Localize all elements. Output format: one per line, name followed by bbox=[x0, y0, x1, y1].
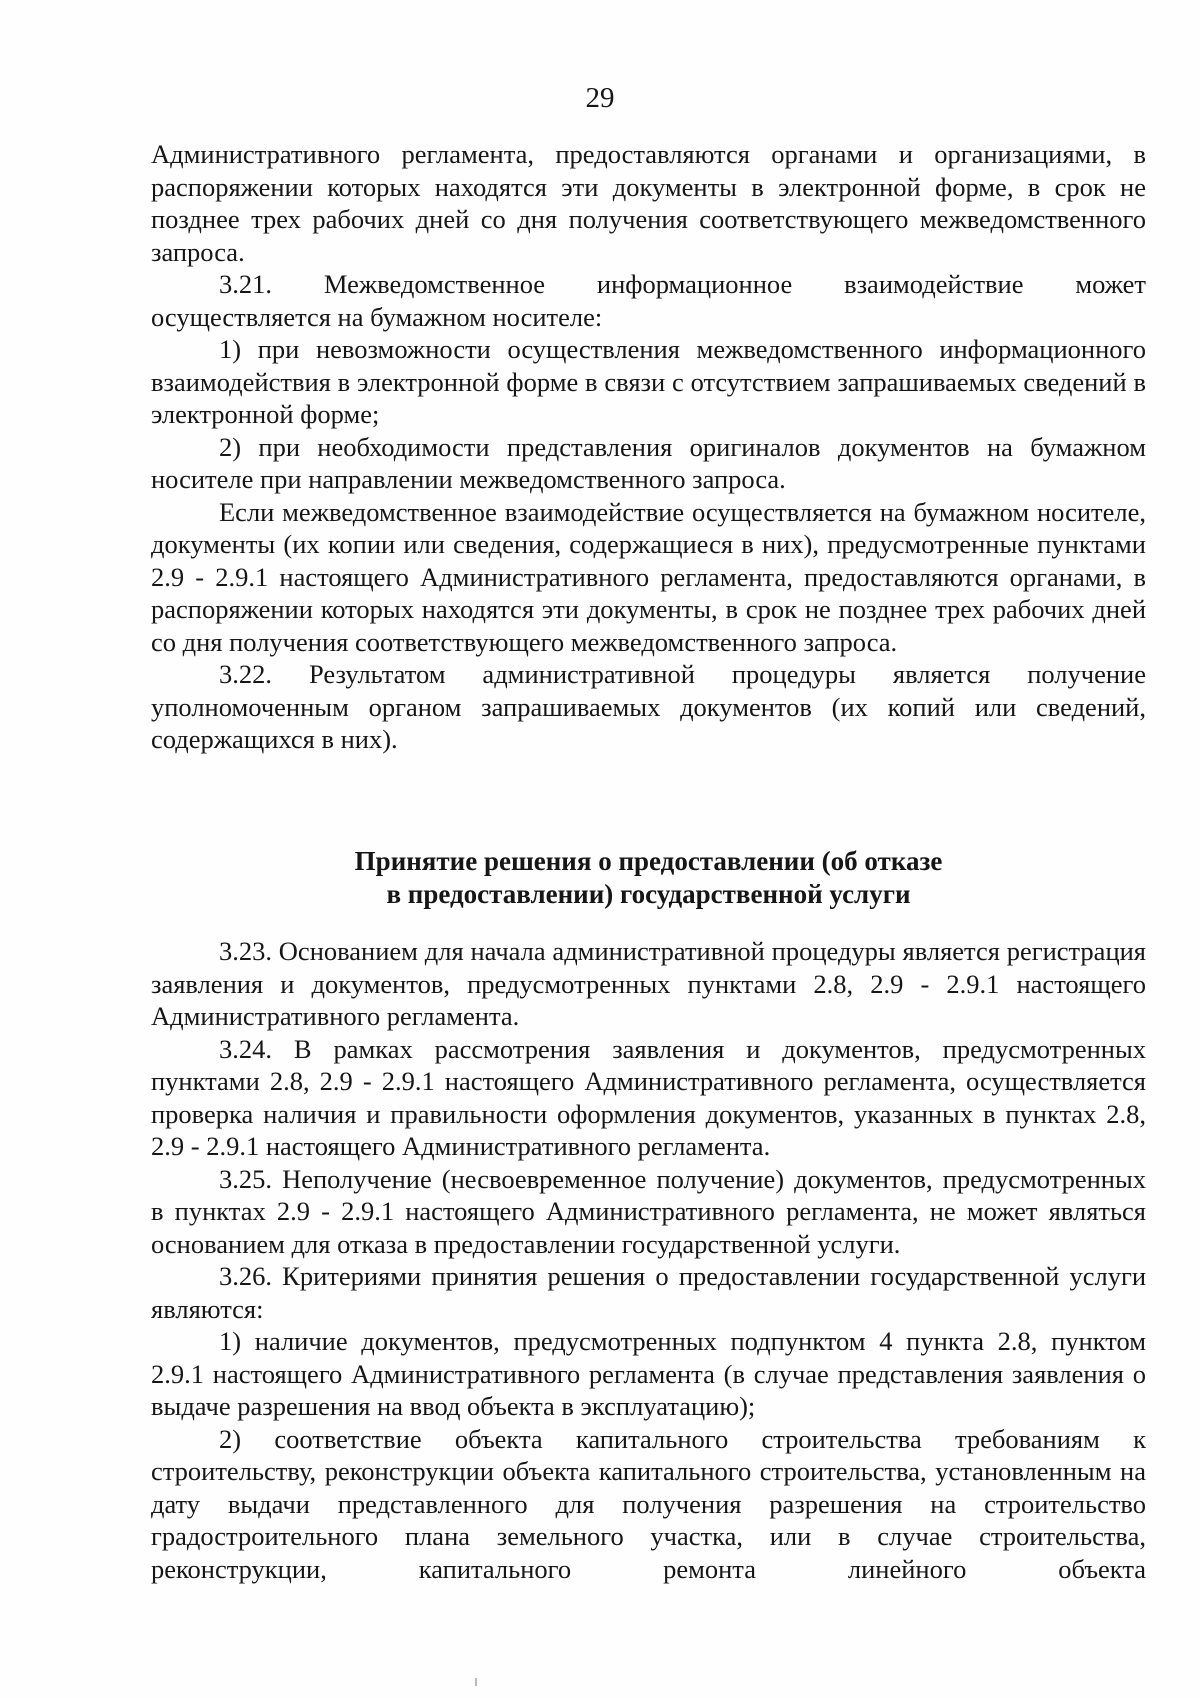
paragraph-3-21: 3.21. Межведомственное информационное взаимодействие может осуществляется на бумажном носителе: bbox=[151, 269, 1146, 332]
section-heading-line-1: Принятие решения о предоставлении (об отказе bbox=[354, 846, 943, 876]
body-text-top bbox=[151, 138, 1146, 756]
paragraph-3-22: 3.22. Результатом административной процедуры является получение уполномоченным органом запрашиваемых документов (их копий или сведений, содержащихся в них). bbox=[151, 659, 1146, 754]
section-heading-line-2: в предоставлении) государственной услуги bbox=[386, 879, 911, 909]
list-item-1: 1) при невозможности осуществления межведомственного информационного взаимодействия в электронной форме в связи с отсутствием запрашиваемых сведений в электронной форме; bbox=[151, 334, 1146, 429]
page-number: 29 bbox=[585, 82, 615, 114]
paragraph-3-26: 3.26. Критериями принятия решения о предоставлении государственной услуги являются: bbox=[151, 1261, 1146, 1324]
criteria-item-1: 1) наличие документов, предусмотренных подпунктом 4 пункта 2.8, пунктом 2.9.1 настоящего Административного регламента (в случае представления заявления о выдаче разрешения на ввод объекта в эксплуатацию); bbox=[151, 1326, 1146, 1421]
list-item-2: 2) при необходимости представления оригиналов документов на бумажном носителе при направлении межведомственного запроса. bbox=[151, 431, 1146, 494]
section-heading bbox=[151, 845, 1146, 911]
paragraph-continuation: Административного регламента, предоставляются органами и организациями, в распоряжении которых находятся эти документы в электронной форме, в срок не позднее трех рабочих дней со дня получения соответствующего межведомственного запроса. bbox=[151, 139, 1146, 267]
body-text-bottom bbox=[151, 935, 1146, 1585]
paragraph-3-24: 3.24. В рамках рассмотрения заявления и документов, предусмотренных пунктами 2.8, 2.9 - 2.9.1 настоящего Административного регламента, осуществляется проверка наличия и правильности оформления документов, указанных в пунктах 2.8, 2.9 - 2.9.1 настоящего Административного регламента. bbox=[151, 1033, 1146, 1161]
criteria-item-2: 2) соответствие объекта капитального строительства требованиям к строительству, реконструкции объекта капитального строительства, установленным на дату выдачи представленного для получения разрешения на строительство градостроительного плана земельного участка, или в случае строительства, реконструкции, капитального ремонта линейного объекта bbox=[151, 1423, 1146, 1584]
scan-speck bbox=[475, 1678, 477, 1686]
paragraph-3-23: 3.23. Основанием для начала административной процедуры является регистрация заявления и документов, предусмотренных пунктами 2.8, 2.9 - 2.9.1 настоящего Административного регламента. bbox=[151, 936, 1146, 1031]
paragraph-3-25: 3.25. Неполучение (несвоевременное получение) документов, предусмотренных в пунктах 2.9 - 2.9.1 настоящего Административного регламента, не может являться основанием для отказа в предоставлении государственной услуги. bbox=[151, 1163, 1146, 1259]
paragraph-paper-interaction: Если межведомственное взаимодействие осуществляется на бумажном носителе, документы (их копии или сведения, содержащиеся в них), предусмотренные пунктами 2.9 - 2.9.1 настоящего Административного регламента, предоставляются органами, в распоряжении которых находятся эти документы, в срок не позднее трех рабочих дней со дня получения соответствующего межведомственного запроса. bbox=[151, 496, 1146, 657]
